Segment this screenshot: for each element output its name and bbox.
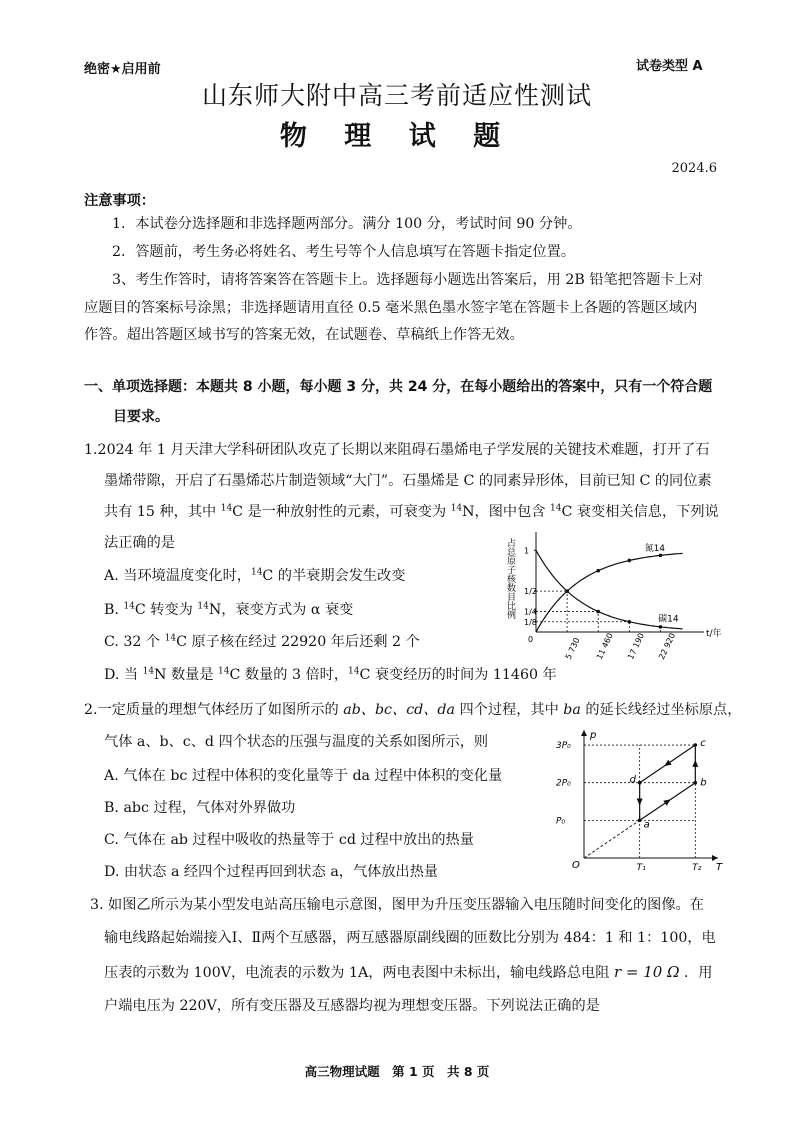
q1-line-4: 法正确的是	[104, 535, 175, 551]
carbon14-point	[565, 589, 569, 593]
state-label-d: d	[629, 774, 637, 786]
nitrogen14-label: 氮14	[644, 544, 666, 555]
exam-date: 2024.6	[671, 161, 717, 176]
y-axis-arrow	[581, 730, 587, 736]
process-arrow	[662, 760, 671, 769]
y-tick-label: 1/4	[524, 607, 537, 617]
page-footer: 高三物理试题 第 1 页 共 8 页	[304, 1064, 490, 1079]
x-tick-label: 22 920	[657, 631, 678, 661]
process-arrow	[692, 760, 698, 767]
x-axis-arrow	[712, 855, 718, 861]
q1-option-d: D. 当 $^{14}$N 数量是 $^{14}$C 数量的 3 倍时，$^{14}$C 衰变经历的时间为 11460 年	[104, 666, 557, 683]
notice-item-3: 3、考生作答时，请将答案答在答题卡上。选择题每小题选出答案后，用 2B 铅笔把答题卡上对	[112, 272, 703, 288]
y-axis-label: p	[590, 730, 597, 741]
y-tick-label: 1/8	[524, 617, 537, 627]
state-point-a	[638, 819, 642, 823]
carbon14-point	[628, 620, 632, 624]
school-title: 山东师大附中高三考前适应性测试	[201, 81, 592, 110]
q1-option-b: B. $^{14}$C 转变为 $^{14}$N，衰变方式为 α 衰变	[104, 601, 354, 618]
process-arrow	[663, 797, 672, 806]
decay-chart	[496, 528, 722, 662]
x-tick-label: T₂	[692, 863, 702, 873]
process-arrow	[637, 799, 643, 806]
notice-heading: 注意事项：	[84, 193, 155, 209]
y-axis-label: 占总原子核数目比例	[505, 538, 515, 619]
state-point-d	[638, 781, 642, 785]
nitrogen14-point	[659, 554, 663, 558]
paper-type-label: 试卷类型 A	[636, 59, 703, 74]
origin-extension-line	[584, 820, 640, 858]
secret-label: 绝密★启用前	[84, 62, 161, 77]
q3-line-3: 压表的示数为 100V，电流表的示数为 1A，两电表图中未标出，输电线路总电阻 r = 10 Ω ．用	[104, 963, 713, 981]
notice-item-1: 1．本试卷分选择题和非选择题两部分。满分 100 分，考试时间 90 分钟。	[112, 216, 582, 232]
carbon14-point	[659, 625, 663, 629]
x-axis-label: T	[716, 862, 723, 873]
nitrogen14-point	[596, 569, 600, 573]
state-point-c	[694, 743, 698, 747]
x-tick-label: 5 730	[563, 636, 582, 661]
q2-option-a: A. 气体在 bc 过程中体积的变化量等于 da 过程中体积的变化量	[104, 768, 503, 784]
pt-chart	[556, 726, 726, 874]
q1-option-c: C. 32 个 $^{14}$C 原子核在经过 22920 年后还剩 2 个	[104, 633, 420, 650]
y-tick-label: 3P₀	[556, 741, 571, 752]
q1-line-1: 1.2024 年 1 月天津大学科研团队攻克了长期以来阻碍石墨烯电子学发展的关键技术难题，打开了石	[84, 442, 710, 458]
subject-title: 物 理 试 题	[279, 121, 515, 152]
x-axis-label: t/年	[706, 629, 722, 639]
notice-item-2: 2．答题前，考生务必将姓名、考生号等个人信息填写在答题卡指定位置。	[112, 244, 576, 260]
state-label-c: c	[700, 738, 706, 750]
y-tick-label: 2P₀	[556, 778, 571, 789]
x-tick-label: 17 190	[625, 631, 646, 661]
y-tick-label: P₀	[556, 816, 566, 827]
carbon14-point	[596, 610, 600, 614]
q1-line-3: 共有 15 种，其中 $^{14}$C 是一种放射性的元素，可衰变为 $^{14}$N，图中包含 $^{14}$C 衰变相关信息，下列说	[104, 503, 719, 520]
q2-line-2: 气体 a、b、c、d 四个状态的压强与温度的关系如图所示，则	[104, 734, 489, 750]
section-1-heading: 一、单项选择题：本题共 8 小题，每小题 3 分，共 24 分，在每小题给出的答案中，只有一个符合题	[84, 379, 713, 395]
carbon14-label: 碳14	[658, 614, 679, 625]
x-tick-label: 11 460	[594, 631, 615, 661]
notice-item-3-end: 作答。超出答题区域书写的答案无效，在试题卷、草稿纸上作答无效。	[84, 327, 524, 343]
q2-option-b: B. abc 过程，气体对外界做功	[104, 800, 296, 816]
q2-option-d: D. 由状态 a 经四个过程再回到状态 a，气体放出热量	[104, 864, 439, 880]
q2-line-1: 2.一定质量的理想气体经历了如图所示的 ab、bc、cd、da 四个过程，其中 ba 的延长线经过坐标原点，	[84, 702, 742, 718]
q1-option-a: A. 当环境温度变化时，$^{14}$C 的半衰期会发生改变	[104, 567, 406, 584]
x-tick-label: T₁	[636, 863, 646, 873]
y-tick-label: 1/2	[524, 587, 537, 597]
state-point-b	[694, 781, 698, 785]
q3-line-1: 3. 如图乙所示为某小型发电站高压输电示意图，图甲为升压变压器输入电压随时间变化的图像。在	[90, 897, 704, 913]
section-1-heading-cont: 目要求。	[113, 409, 169, 425]
state-label-b: b	[700, 777, 707, 789]
q3-line-2: 输电线路起始端接入Ⅰ、Ⅱ两个互感器，两互感器原副线圈的匝数比分别为 484：1 和 1：100，电	[104, 930, 716, 946]
q3-line-4: 户端电压为 220V，所有变压器及互感器均视为理想变压器。下列说法正确的是	[104, 998, 600, 1014]
q2-option-c: C. 气体在 ab 过程中吸收的热量等于 cd 过程中放出的热量	[104, 832, 474, 848]
q1-line-2: 墨烯带隙，开启了石墨烯芯片制造领域“大门”。石墨烯是 C 的同素异形体，目前已知 C 的同位素	[104, 473, 712, 489]
origin-label: O	[572, 860, 580, 871]
origin-label: 0	[528, 635, 534, 644]
notice-item-3-cont: 应题目的答案标号涂黑；非选择题请用直径 0.5 毫米黑色墨水签字笔在答题卡上各题的答题区域内	[84, 300, 698, 316]
y-tick-label: 1	[524, 546, 530, 556]
state-label-a: a	[643, 819, 650, 831]
nitrogen14-point	[628, 559, 632, 563]
